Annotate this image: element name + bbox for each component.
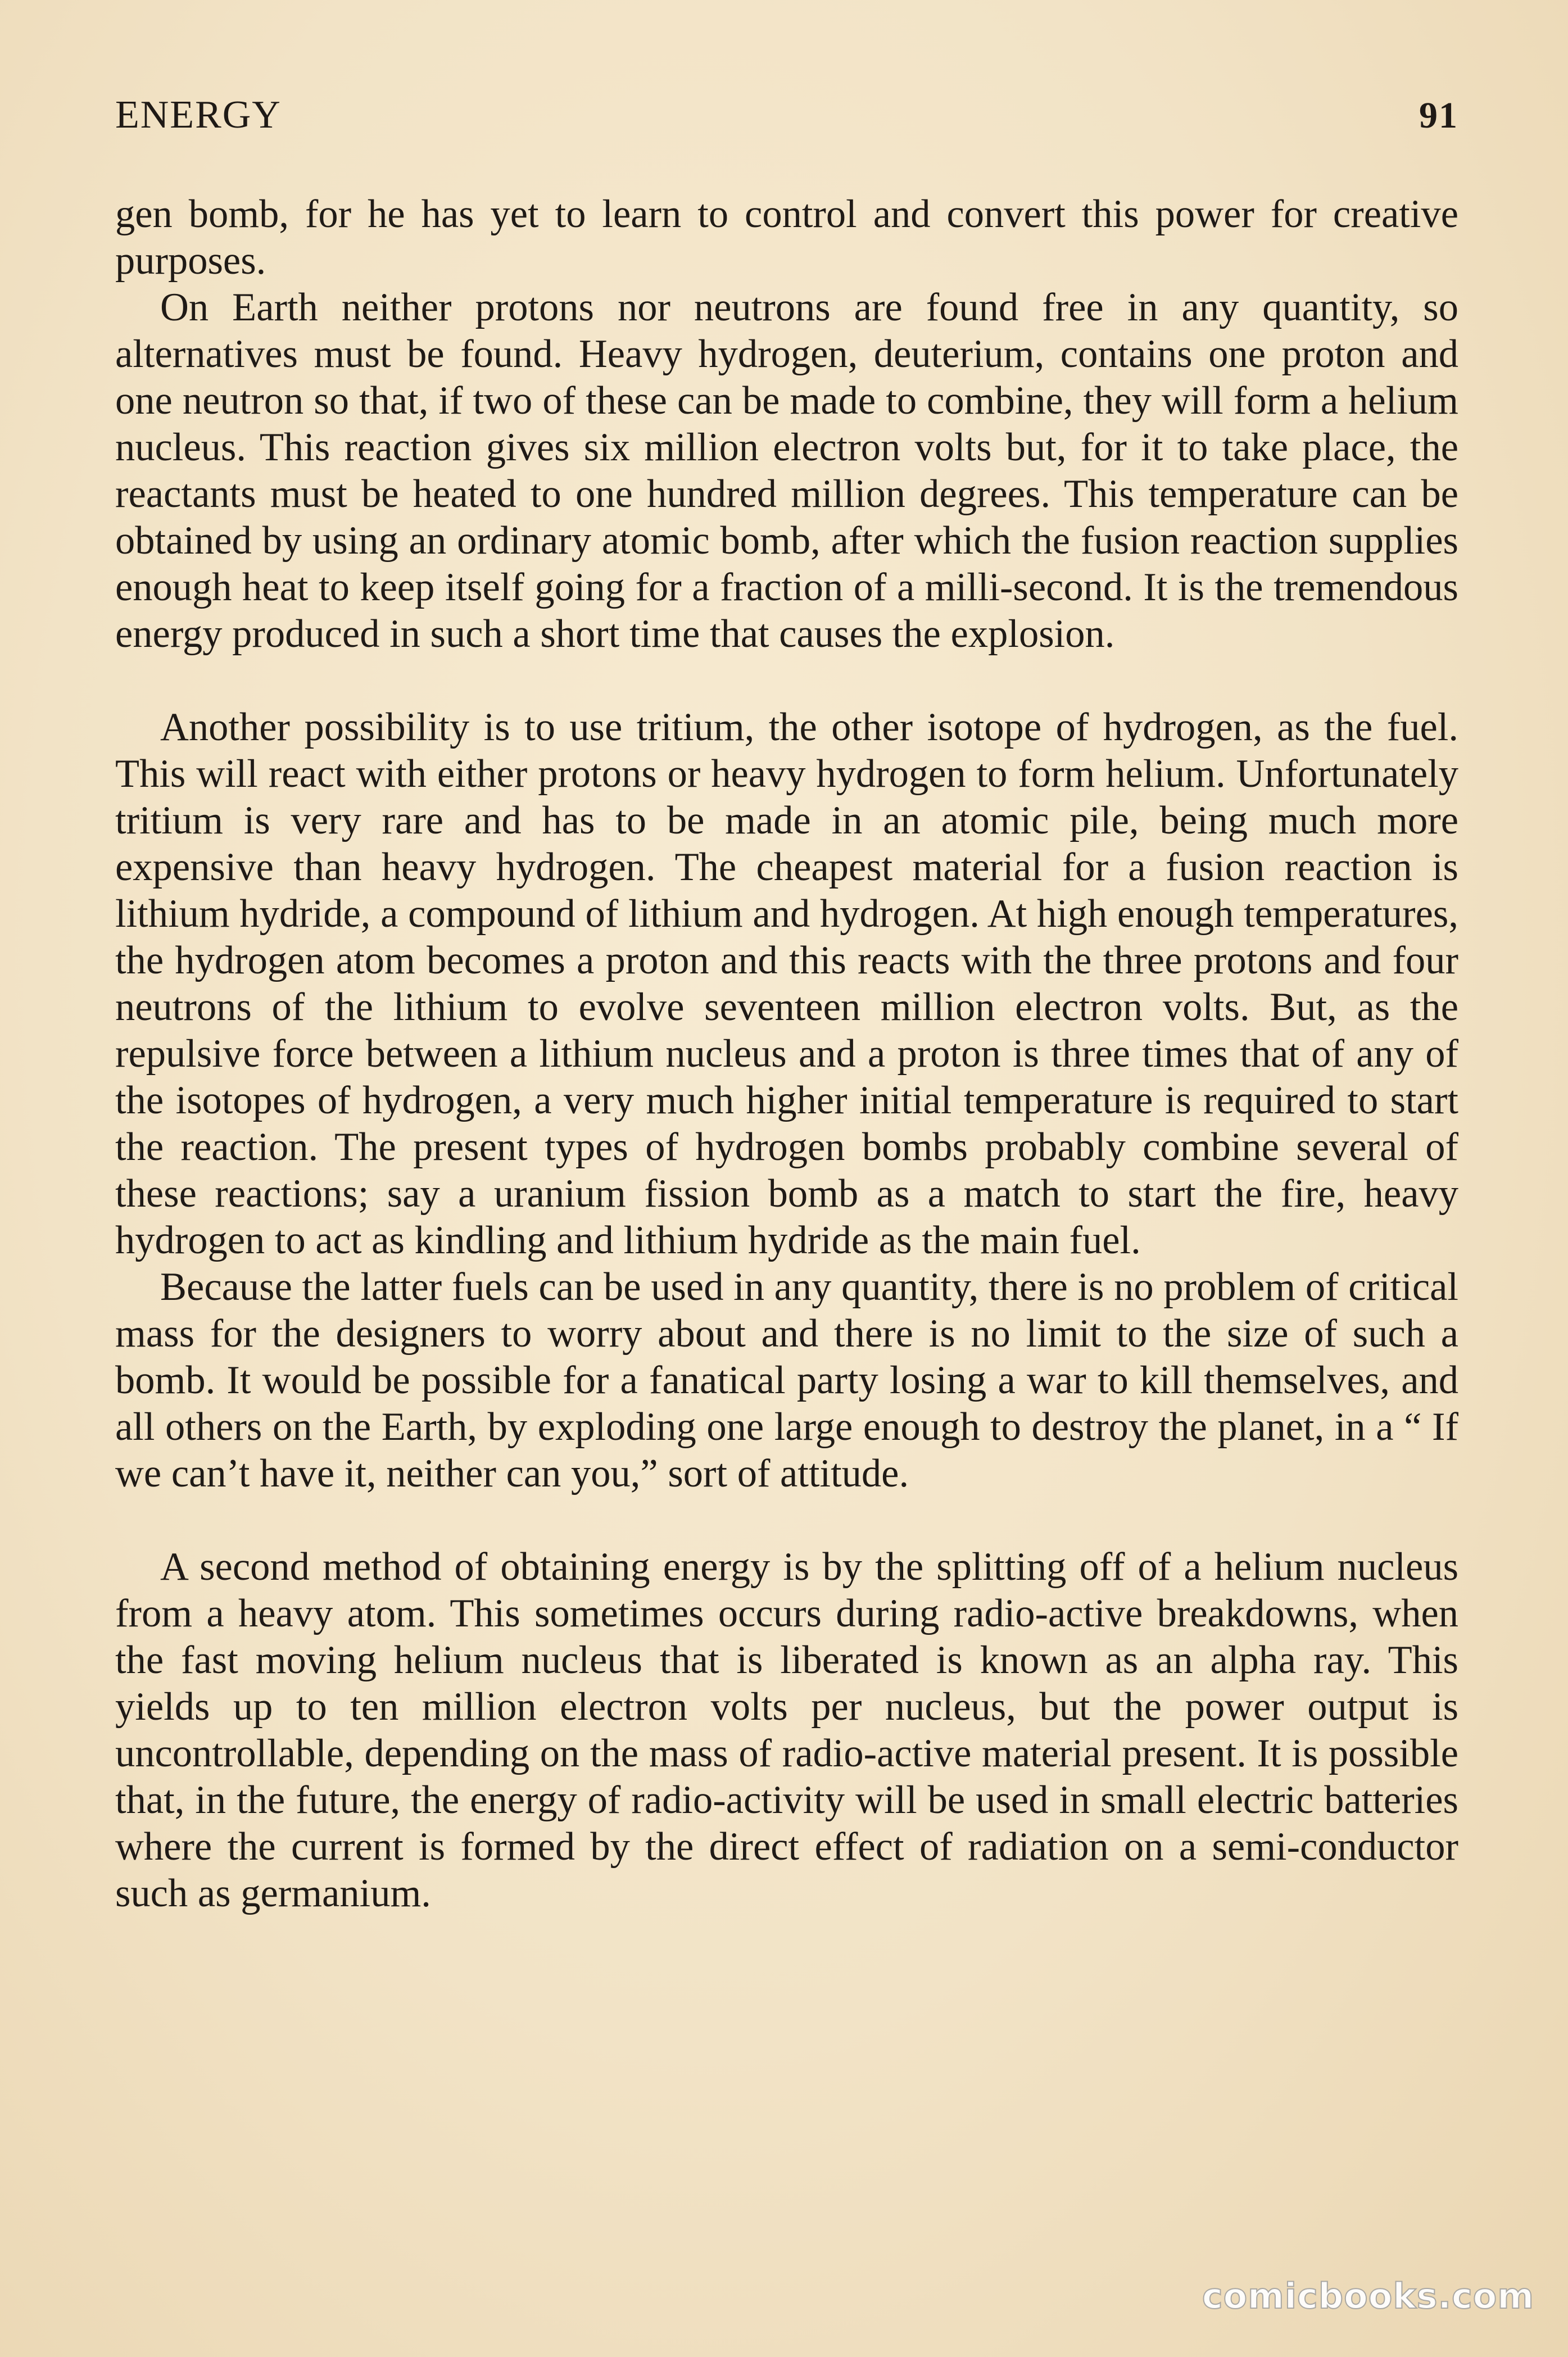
page-number: 91 [1419,95,1458,136]
running-title: ENERGY [115,93,282,137]
paragraph: On Earth neither protons nor neutrons are found free in any quantity, so alternatives must be found. Heavy hydrogen, deuterium, contains one proton and one neutron so that, if two of these can be made to combine, they will form a helium nucleus. This reaction gives six million electron volts but, for it to take place, the reactants must be heated to one hundred million degrees. This temperature can be obtained by using an ordinary atomic bomb, after which the fusion reaction supplies enough heat to keep itself going for a fraction of a milli-second. It is the tremendous energy produced in such a short time that causes the explosion. [115,285,1458,656]
watermark-logo: comicbooks.com [1202,2276,1534,2317]
body-text [115,191,1458,1917]
paragraph-continuation: gen bomb, for he has yet to learn to control and convert this power for creative purposes. [115,192,1458,283]
paragraph: A second method of obtaining energy is by the splitting off of a helium nucleus from a heavy atom. This sometimes occurs during radio-active breakdowns, when the fast moving helium nucleus that is liberated is known as an alpha ray. This yields up to ten million electron volts per nucleus, but the power output is uncontrollable, depending on the mass of radio-active material present. It is possible that, in the future, the energy of radio-activity will be used in small electric batteries where the current is formed by the direct effect of radiation on a semi-conductor such as germanium. [115,1545,1458,1915]
paragraph: Another possibility is to use tritium, the other isotope of hydrogen, as the fuel. This will react with either protons or heavy hydrogen to form helium. Unfortunately tritium is very rare and has to be made in an atomic pile, being much more expensive than heavy hydrogen. The cheapest material for a fusion reaction is lithium hydride, a compound of lithium and hydrogen. At high enough temperatures, the hydrogen atom becomes a proton and this reacts with the three protons and four neutrons of the lithium to evolve seventeen million electron volts. But, as the repulsive force between a lithium nucleus and a proton is three times that of any of the isotopes of hydrogen, a very much higher initial temperature is required to start the reaction. The present types of hydrogen bombs probably combine several of these reactions; say a uranium fission bomb as a match to start the fire, heavy hydrogen to act as kindling and lithium hydride as the main fuel. [115,705,1458,1262]
page-header [115,93,1458,138]
paragraph: Because the latter fuels can be used in any quantity, there is no problem of critical mass for the designers to worry about and there is no limit to the size of such a bomb. It would be possible for a fanatical party losing a war to kill themselves, and all others on the Earth, by exploding one large enough to destroy the planet, in a “ If we can’t have it, neither can you,” sort of attitude. [115,1265,1458,1495]
